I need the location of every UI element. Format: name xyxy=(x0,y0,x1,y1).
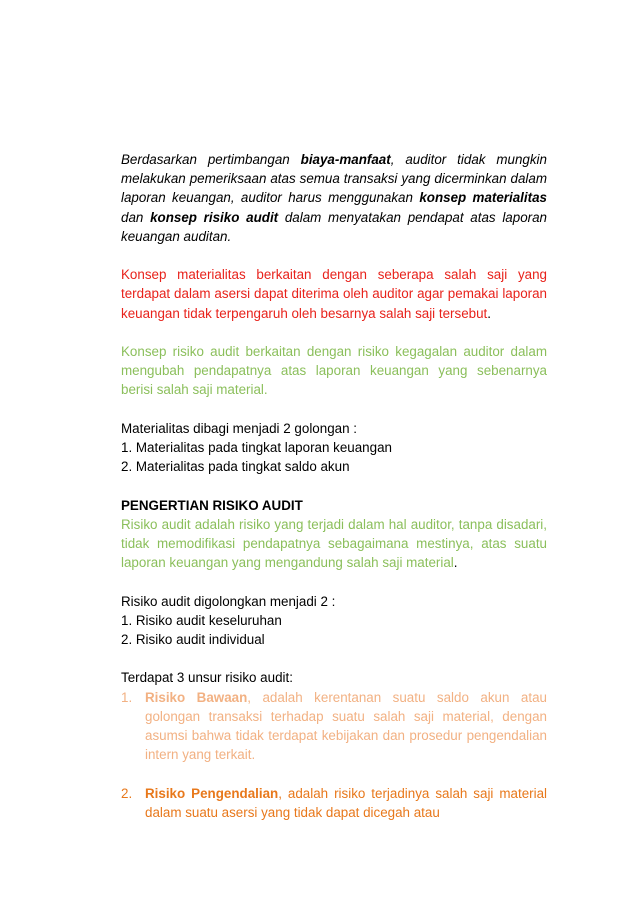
pengertian-period: . xyxy=(453,555,458,571)
paragraph-risiko-audit: Konsep risiko audit berkaitan dengan risiko kegagalan auditor dalam mengubah pendapatnya atas laporan keuangan yang sebenarnya berisi salah saji material. xyxy=(121,344,547,398)
intro-text-3: dan xyxy=(121,209,151,225)
pengertian-text: Risiko audit adalah risiko yang terjadi dalam hal auditor, tanpa disadari, tidak memodifikasi pendapatnya sebagaimana mestinya, atas suatu laporan keuangan yang mengandung salah saji material xyxy=(121,516,547,571)
materialitas-item-1: 1. Materialitas pada tingkat laporan keuangan xyxy=(121,440,392,455)
materialitas-item-2: 2. Materialitas pada tingkat saldo akun xyxy=(121,459,350,475)
term-konsep-materialitas: konsep materialitas xyxy=(419,190,547,206)
intro-text-1: Berdasarkan pertimbangan xyxy=(121,152,301,167)
paragraph-materialitas xyxy=(121,265,547,323)
list-item-risiko-bawaan xyxy=(121,688,547,765)
section-heading-text: PENGERTIAN RISIKO AUDIT xyxy=(121,497,303,513)
intro-text-2: , auditor tidak mungkin melakukan pemeriksaan atas semua transaksi yang dicerminkan dalam laporan keuangan, auditor harus menggunakan xyxy=(121,152,547,206)
unsur-intro: Terdapat 3 unsur risiko audit: xyxy=(121,670,293,686)
risiko-intro: Risiko audit digolongkan menjadi 2 : xyxy=(121,593,336,609)
list-item-body xyxy=(145,784,547,822)
risiko-pengendalian-text: , adalah risiko terjadinya salah saji material dalam suatu asersi yang tidak dapat dicegah atau xyxy=(145,785,547,820)
intro-text-4: dalam menyatakan pendapat atas laporan keuangan auditan. xyxy=(121,209,547,244)
list-number: 2. xyxy=(121,785,133,801)
risiko-item-2: 2. Risiko audit individual xyxy=(121,632,265,647)
risiko-bawaan-text: , adalah kerentanan suatu saldo akun atau golongan transaksi terhadap suatu salah saji material, dengan asumsi bahwa tidak terdapat kebijakan dan prosedur pengendalian intern yang terkait. xyxy=(145,689,547,763)
document-page xyxy=(121,150,547,822)
term-konsep-risiko-audit: konsep risiko audit xyxy=(150,209,279,225)
term-biaya-manfaat: biaya-manfaat xyxy=(300,152,391,167)
paragraph-intro xyxy=(121,150,547,246)
materialitas-period: . xyxy=(487,305,491,321)
materialitas-intro: Materialitas dibagi menjadi 2 golongan : xyxy=(121,420,357,436)
term-risiko-pengendalian: Risiko Pengendalian xyxy=(145,785,279,801)
term-risiko-bawaan: Risiko Bawaan xyxy=(145,689,248,705)
risiko-item-1: 1. Risiko audit keseluruhan xyxy=(121,612,282,628)
list-number: 1. xyxy=(121,689,133,705)
list-item-risiko-pengendalian xyxy=(121,784,547,822)
section-heading xyxy=(121,496,547,515)
materialitas-text: Konsep materialitas berkaitan dengan seberapa salah saji yang terdapat dalam asersi dapat diterima oleh auditor agar pemakai laporan keuangan tidak terpengaruh oleh besarnya salah saji tersebut xyxy=(121,267,547,321)
paragraph-pengertian xyxy=(121,515,547,573)
list-item-body xyxy=(145,688,547,765)
